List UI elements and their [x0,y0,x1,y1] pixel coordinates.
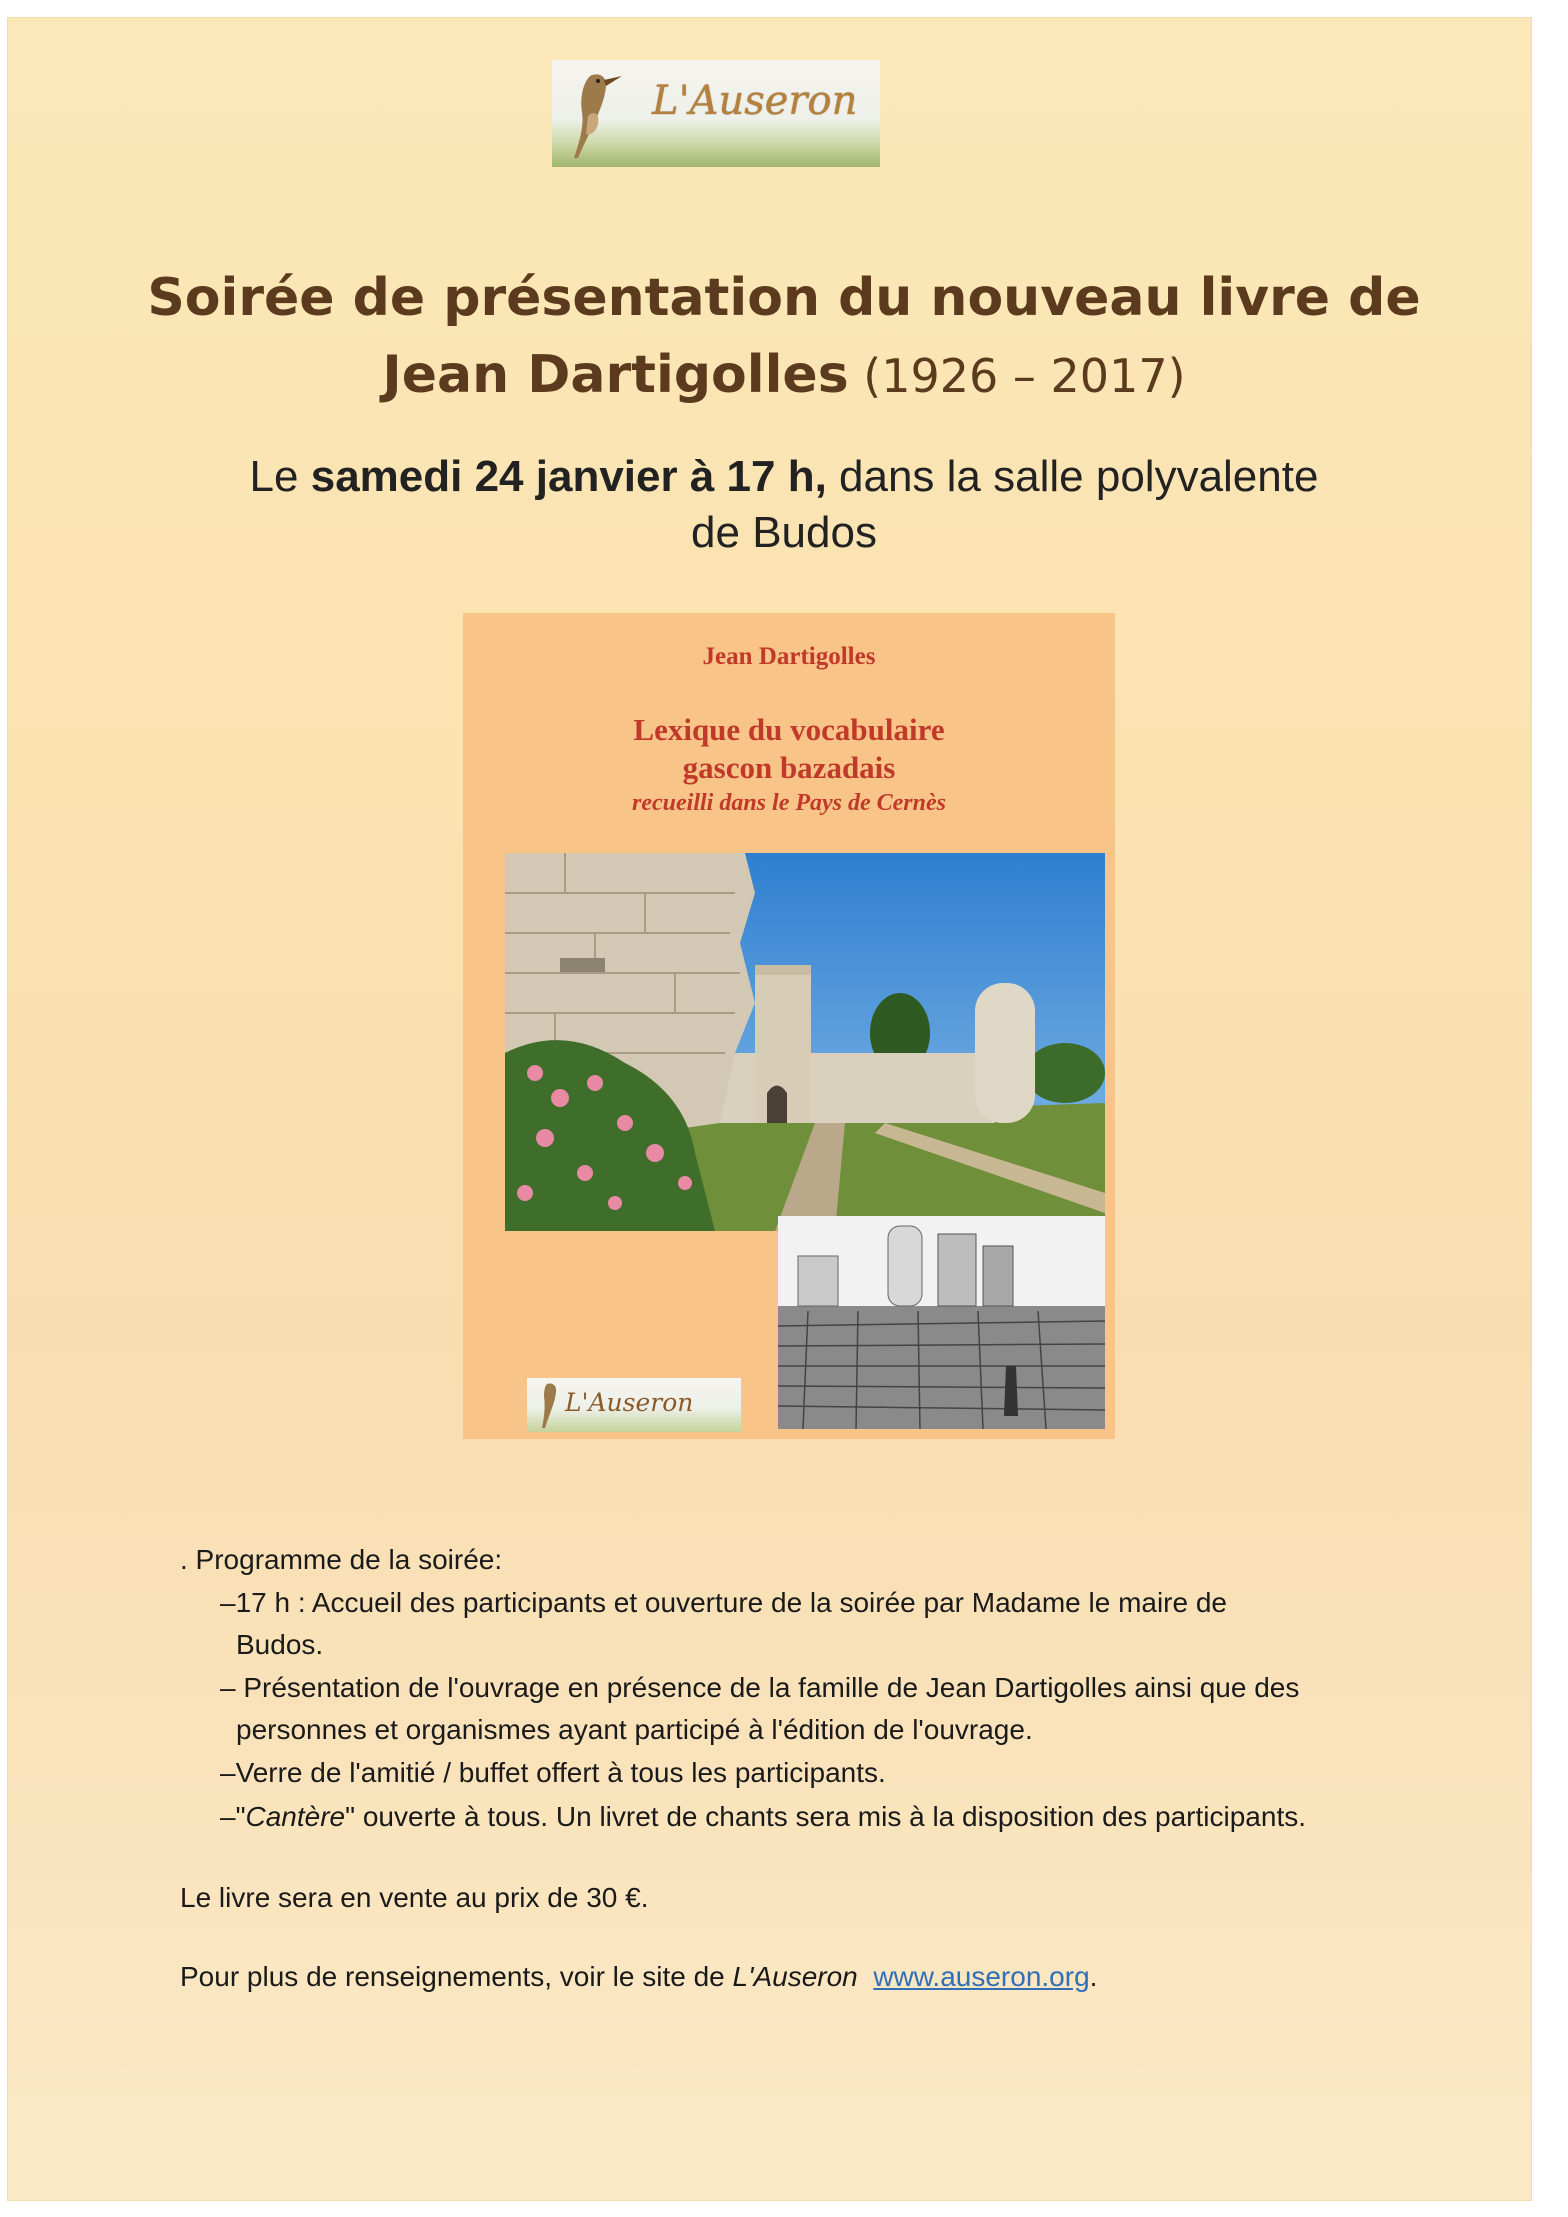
logo-text: L'Auseron [652,78,858,124]
cover-title-line-1: Lexique du vocabulaire [633,712,945,747]
programme-item-4 [220,1801,1306,1833]
info-suffix: . [1089,1961,1098,1992]
item-4-prefix: –" [220,1801,246,1832]
programme-item-3: –Verre de l'amitié / buffet offert à tous les participants. [220,1757,886,1788]
programme-item-1-line-2: Budos. [236,1629,324,1660]
cover-logo [527,1378,741,1432]
programme-heading: . Programme de la soirée: [180,1544,503,1575]
programme-item-1-line-1: –17 h : Accueil des participants et ouverture de la soirée par Madame le maire de [220,1587,1228,1618]
cover-author: Jean Dartigolles [702,643,876,670]
cover-logo-text: L'Auseron [565,1388,694,1417]
price-line: Le livre sera en vente au prix de 30 €. [180,1882,649,1913]
author-years: (1926 – 2017) [848,349,1186,403]
event-line-1 [0,452,1568,502]
book-cover [463,613,1115,1439]
programme-item-2-line-2: personnes et organismes ayant participé à l'édition de l'ouvrage. [236,1714,1033,1745]
castle-photo [505,853,1105,1231]
title-line-2 [0,345,1568,405]
info-italic: L'Auseron [732,1961,858,1992]
cover-title [463,711,1115,787]
cover-title-line-2: gascon bazadais [682,750,896,785]
bird-icon [531,1378,567,1432]
programme-item-2-line-1: – Présentation de l'ouvrage en présence de la famille de Jean Dartigolles ainsi que des [220,1672,1300,1703]
event-line-2: de Budos [691,508,877,557]
website-link[interactable]: www.auseron.org [873,1961,1090,1992]
item-4-italic: Cantère [245,1801,346,1832]
event-date: samedi 24 janvier à 17 h, [310,452,827,501]
historic-photo [778,1216,1105,1429]
item-4-suffix: " ouverte à tous. Un livret de chants sera mis à la disposition des participants. [345,1801,1306,1832]
event-prefix: Le [249,452,311,501]
author-name: Jean Dartigolles [382,345,849,405]
info-prefix: Pour plus de renseignements, voir le site de [180,1961,733,1992]
auseron-logo [552,60,880,167]
cover-subtitle: recueilli dans le Pays de Cernès [632,790,946,816]
info-line [180,1961,1097,1993]
title-line-1: Soirée de présentation du nouveau livre de [147,268,1421,328]
event-place: dans la salle polyvalente [826,452,1319,501]
bird-icon [560,66,630,166]
